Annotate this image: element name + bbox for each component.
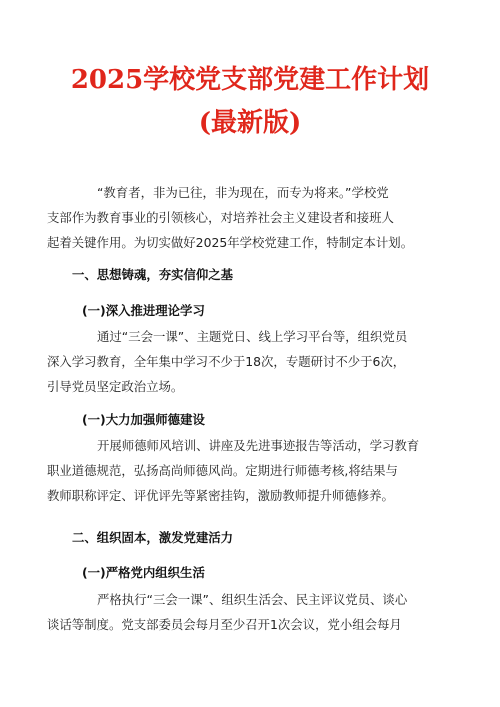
section-2-sub-1-paragraph (47, 587, 457, 637)
intro-line-1: “教育者，非为已往，非为现在，而专为将来。”学校党 (97, 185, 389, 200)
section-1-sub-2-paragraph (47, 433, 457, 508)
section-1-sub-2-line-3: 教师职称评定、评优评先等紧密挂钩，激励教师提升师德修养。 (47, 488, 394, 503)
intro-paragraph (47, 180, 457, 255)
section-1-sub-1-line-3: 引导党员坚定政治立场。 (47, 379, 184, 394)
intro-line-2: 支部作为教育事业的引领核心，对培养社会主义建设者和接班人 (47, 210, 394, 225)
section-2-subheading-1: (一)严格党内组织生活 (82, 565, 205, 580)
section-2-heading: 二、组织固本，激发党建活力 (72, 530, 234, 545)
section-1-sub-1-line-1: 通过“三会一课”、主题党日、线上学习平台等，组织党员 (97, 329, 408, 344)
intro-line-3: 起着关键作用。为切实做好2025年学校党建工作，特制定本计划。 (47, 235, 414, 250)
section-1-subheading-1: (一)深入推进理论学习 (82, 303, 205, 318)
document-title-edition: (最新版) (198, 108, 302, 138)
section-1-sub-1-paragraph (47, 324, 457, 399)
section-2-sub-1-line-1: 严格执行“三会一课”、组织生活会、民主评议党员、谈心 (97, 592, 408, 607)
section-1-sub-2-line-1: 开展师德师风培训、讲座及先进事迹报告等活动，学习教育 (97, 438, 420, 453)
section-1-sub-1-line-2: 深入学习教育，全年集中学习不少于18次，专题研讨不少于6次， (47, 354, 406, 369)
document-title: 2025学校党支部党建工作计划 (70, 65, 430, 95)
section-1-subheading-2: (一)大力加强师德建设 (82, 412, 205, 427)
section-1-sub-2-line-2: 职业道德规范，弘扬高尚师德风尚。定期进行师德考核,将结果与 (47, 463, 398, 478)
section-1-heading: 一、思想铸魂，夯实信仰之基 (72, 267, 234, 282)
section-2-sub-1-line-2: 谈话等制度。党支部委员会每月至少召开1次会议，党小组会每月 (47, 617, 402, 632)
